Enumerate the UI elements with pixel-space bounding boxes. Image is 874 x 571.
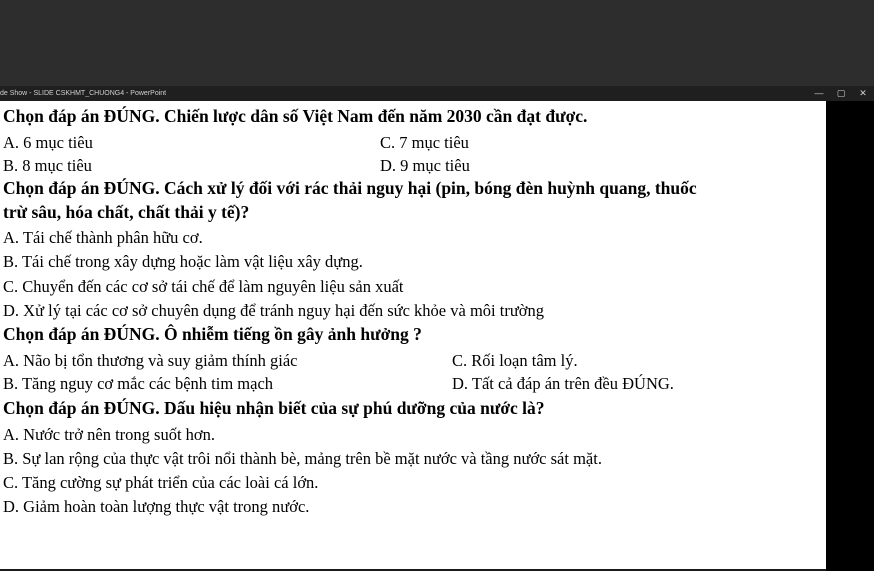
q2-option-a: A. Tái chế thành phân hữu cơ. — [3, 228, 203, 247]
q2-question-line2: trừ sâu, hóa chất, chất thải y tế)? — [3, 202, 250, 222]
q2-option-d: D. Xử lý tại các cơ sở chuyên dụng để tránh nguy hại đến sức khỏe và môi trường — [3, 301, 544, 320]
slide-canvas — [0, 101, 826, 569]
right-black-bar — [826, 101, 874, 571]
close-icon[interactable]: ✕ — [859, 88, 867, 98]
q3-question: Chọn đáp án ĐÚNG. Ô nhiễm tiếng ồn gây ảnh hưởng ? — [3, 324, 422, 344]
q1-option-a: A. 6 mục tiêu — [3, 133, 93, 152]
q4-option-a: A. Nước trở nên trong suốt hơn. — [3, 425, 216, 444]
window-title: de Show - SLIDE CSKHMT_CHUONG4 - PowerPoint — [0, 90, 167, 97]
q3-option-c: C. Rối loạn tâm lý. — [452, 351, 578, 370]
q4-question: Chọn đáp án ĐÚNG. Dấu hiệu nhận biết của sự phú dưỡng của nước là? — [3, 398, 545, 418]
q4-option-b: B. Sự lan rộng của thực vật trôi nổi thành bè, mảng trên bề mặt nước và tầng nước sát mặt. — [3, 449, 602, 468]
q1-option-d: D. 9 mục tiêu — [380, 156, 470, 175]
q3-option-d: D. Tất cả đáp án trên đều ĐÚNG. — [452, 374, 674, 393]
q2-question-line1: Chọn đáp án ĐÚNG. Cách xử lý đối với rác thải nguy hại (pin, bóng đèn huỳnh quang, thuốc — [3, 178, 697, 198]
restore-icon[interactable]: ▢ — [836, 88, 846, 98]
q1-option-b: B. 8 mục tiêu — [3, 156, 92, 175]
q3-option-a: A. Não bị tổn thương và suy giảm thính giác — [3, 351, 298, 370]
top-dark-area — [0, 0, 874, 86]
minimize-icon[interactable]: — — [814, 88, 824, 98]
q4-option-d: D. Giảm hoàn toàn lượng thực vật trong nước. — [3, 497, 310, 516]
q1-option-c: C. 7 mục tiêu — [380, 133, 469, 152]
q4-option-c: C. Tăng cường sự phát triển của các loài cá lớn. — [3, 473, 319, 492]
window-titlebar — [0, 86, 874, 101]
q3-option-b: B. Tăng nguy cơ mắc các bệnh tim mạch — [3, 374, 274, 393]
q1-question: Chọn đáp án ĐÚNG. Chiến lược dân số Việt Nam đến năm 2030 cần đạt được. — [3, 106, 588, 126]
q2-option-c: C. Chuyển đến các cơ sở tái chế để làm nguyên liệu sản xuất — [3, 277, 404, 296]
q2-option-b: B. Tái chế trong xây dựng hoặc làm vật liệu xây dựng. — [3, 252, 363, 271]
